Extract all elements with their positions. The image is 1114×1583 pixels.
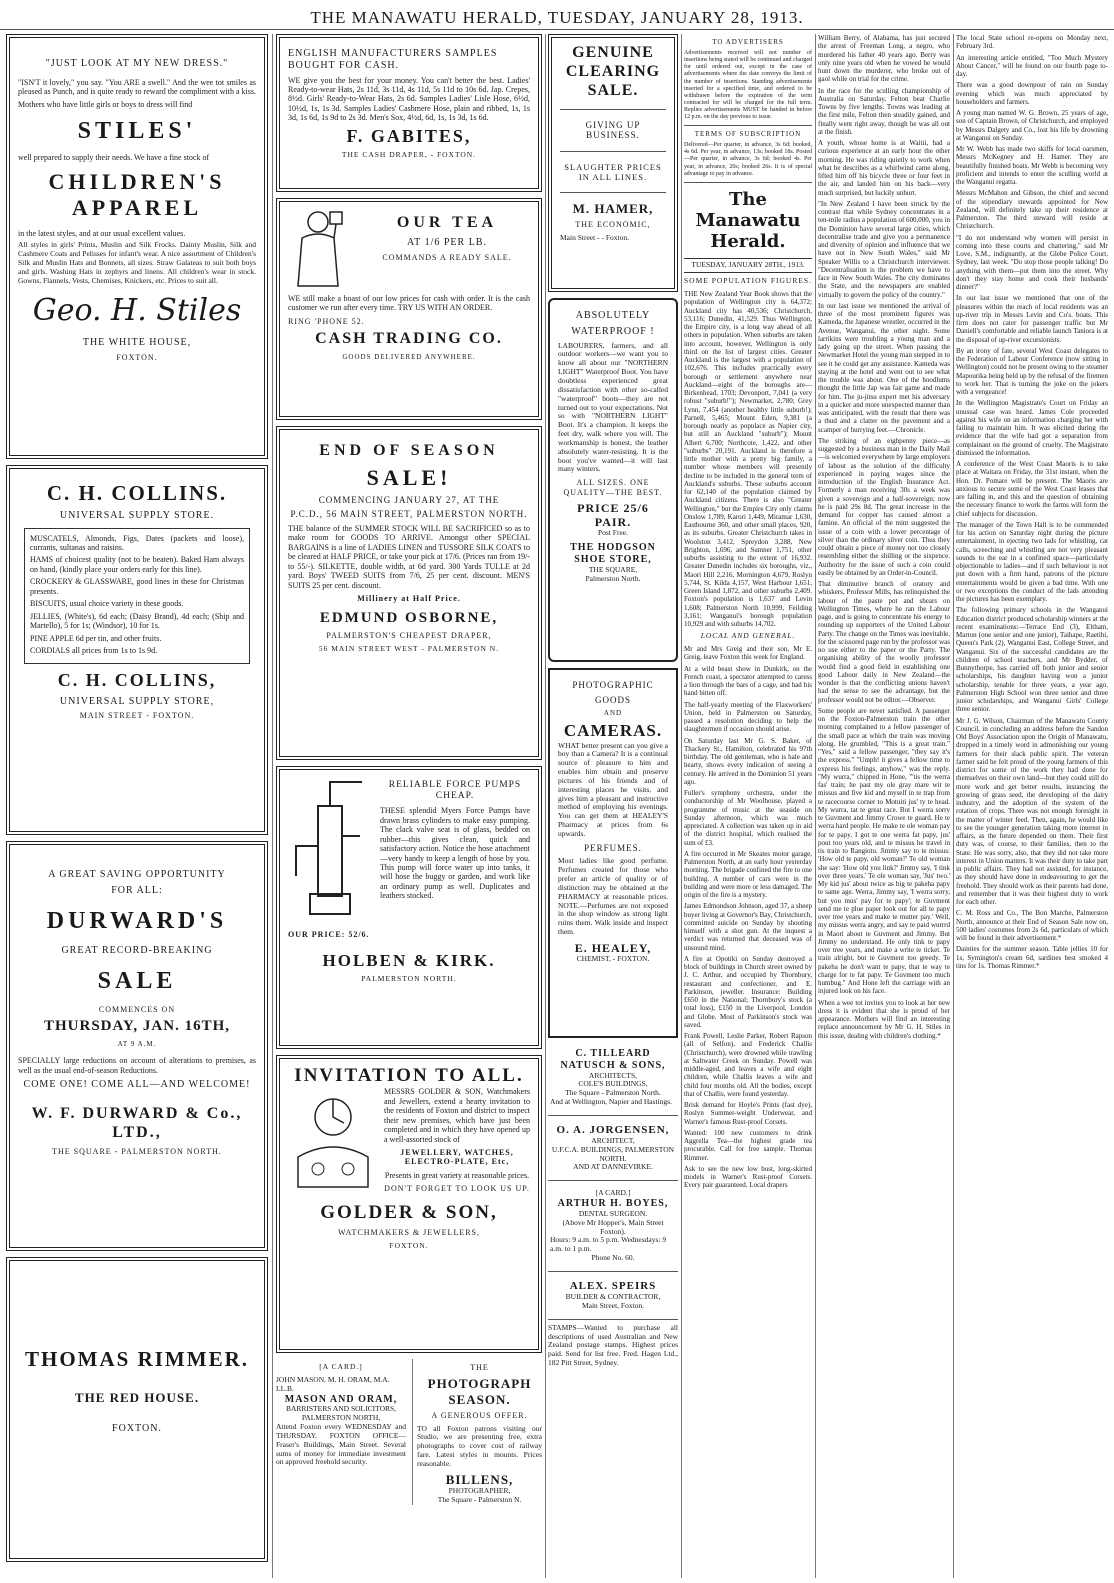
stiles-name: STILES' [77, 118, 197, 145]
news-item: A fire occurred in Mr Skeates motor garage, Palmerston North, at an early hour yesterday morning. The brigade confined the fire to one building. A number of cars were in the building and were more or less damaged. The origin of the fire is a mystery. [684, 849, 812, 900]
durward-line-1: A GREAT SAVING OPPORTUNITY [48, 869, 226, 880]
news-item: In the race for the sculling championship of Australia on Saturday, Felton beat Charlie Towns by five lengths. Towns was leading at the first mile, Felton then steadily gained, and finally went right away, though he was all out at the finish. [818, 86, 950, 136]
osborne-sub: PALMERSTON'S CHEAPEST DRAPER, [326, 631, 492, 641]
durward-time: AT 9 A.M. [117, 1040, 157, 1049]
holben-kirk-advertisement [276, 766, 542, 1049]
news-item: Frank Powell, Leslie Parker, Robert Rapson (all of Selfon), and Frederick Challis (Christchurch), were drowned while trawling at Saltwater Creek on Sunday. Powell was middle-aged, and leaves a wife and eight children, while Challis leaves a wife and child four months old. All the bodies, except that of Challis, were found yesterday. [684, 1032, 812, 1098]
osborne-title: END OF SEASON [319, 442, 499, 459]
boyes-advertisement [548, 1185, 678, 1267]
stiles-town: FOXTON. [116, 352, 158, 362]
osborne-address: 56 MAIN STREET WEST - PALMERSTON N. [318, 643, 500, 653]
hamer-advertisement [548, 34, 678, 292]
collins-name-2: C. H. COLLINS, [57, 670, 217, 691]
cash-trading-name: CASH TRADING CO. [315, 330, 503, 348]
healey-title-2: GOODS [594, 694, 631, 705]
hodgson-title-2: WATERPROOF ! [571, 325, 655, 337]
column-2 [276, 34, 542, 1578]
speirs-name: ALEX. SPEIRS [569, 1280, 657, 1293]
hodgson-post: Post Free. [598, 528, 628, 538]
news-item: "I do not understand why women will persist in coming into these courts and chattering," said Mr Love, S.M., indignantly, at the Glebe Police Court, Sydney, last week. "Do stop those people talking! Do anything with them—put them into the street. Why don't they stay home and cook their husbands' dinner?" [956, 233, 1108, 291]
hodgson-title-1: ABSOLUTELY [575, 310, 651, 321]
tea-price: AT 1/6 PER LB. [407, 236, 487, 248]
hamer-giving: GIVING UP BUSINESS. [585, 119, 641, 141]
population-article: THE New Zealand Year Book shows that the population of Wellington city is 64,372; Auckland city has 40,536; Christchurch, 53,116; Dunedin, 41,529. Thus Wellington, the Empire city, is a long way ahead of all others in population. When suburbs are taken into account, however, Wellington is only third on the list of largest cities. Greater Auckland is the largest with a population of 102,676. This includes practically every borough or settlement anywhere near Auckland—eight of the boroughs are—Birkenhead, 1703; Devonport, 7,041 (a very robust "suburb!"); Newmarket, 2,780; Grey Lynn, 7,454 (another healthy little suburb!); Parnell, 5,465; Mount Eden, 9,381 (a borough nearly as populace as Napier city, but still an Auckland "suburb"); Mount Albert 6,700; Northcote, 1,422, and other "suburbs" 20,191. Auckland is therefore a little mother with a pretty big family, a number whose members will presently decline to be included in the general term of Auckland's suburbs. These suburbs account for 62,140 of the population claimed by Auckland citizens. There is also "Greater Wellington," but the Empire City only claims Onslow 1,789, Karori 1,449, Miramar 1,630, Eastbourne 360, and other small places, 920, as its suburbs. Greater Christchurch takes in Woolston 3,412, Spreydon 3,288, New Brighton, 1,696, and Sumner 1,751, other suburbs assisting to the extent of 16,932. Greater Dunedin includes six boroughs, viz., Maori Hill 2,216, Mornington 4,679, Roslyn 5,744, St. Kilda 4,157, West Harbour 1,651, Green Island 1,872, and other suburbs 2,409. Foxton's population is 1,637 and Levin 1,608; Palmerston North 10,999, Feilding 3,161; Wanganui's borough population 10,929 and with suburbs 14,702. [684, 290, 812, 629]
holben-name: HOLBEN & KIRK. [322, 951, 496, 971]
news-item: A youth, whose home is at Waitii, had a curious experience at an early hour the other morning. He was riding quietly to work when what he describes as a whirlwind came along, lifted him off his bicycle three or four feet in the air, and landed him on his back—very much surprised, but luckily unhurt. [818, 139, 950, 197]
collins-item: CROCKERY & GLASSWARE, good lines in these for Christmas presents. [30, 577, 244, 596]
billens-title: PHOTOGRAPH SEASON. [427, 1376, 532, 1407]
news-item: Mr J. G. Wilson, Chairman of the Manawatu County Council, in concluding an address before the Sandon Old Boys' Association upon the Origin of Manawatu, dropped in a timely word in admonishing our young farmers for their slack public spirit. The veteran farmer said he felt proud of the young farmers of this district for some of the work they had done for themselves on their own land—but they could still do more work and get better results, instancing the growing of grass seed, the developing of the dairy industry, and the adoption of the system of the rotation of crops. There was not enough foresight in the matter of winter feed. Then, again, he would like to see the younger generation taking more interest in affairs, as the future depended on them. Their first duty was, of course, to their families, then to the State. He was sorry, also, that they did not take more interest in Union matters. It was their duty to take part in public affairs. They had not assisted, for instance, as they should have done in endeavouring to get the freehold. They should work as their parents had done, and remember that it was their highest duty to work for each other. [956, 716, 1108, 906]
column-rule [953, 34, 954, 1578]
news-item: In the Wellington Magistrate's Court on Friday an unusual case was heard. James Cole proceeded against his wife on an information charging her with failing to maintain him. It was elicited during the evidence that the wife had got a separation from complainant on the ground of cruelty. The Magistrate dismissed the information. [956, 399, 1108, 457]
local-general-heading: LOCAL AND GENERAL. [700, 631, 796, 641]
population-heading: SOME POPULATION FIGURES. [684, 276, 812, 286]
healey-title-3: CAMERAS. [563, 721, 663, 741]
man-drinking-tea-icon [288, 208, 358, 288]
gabites-name: F. GABITES, [346, 125, 472, 146]
golder-dont: DON'T FORGET TO LOOK US UP. [384, 1184, 530, 1194]
stiles-title-1: CHILDREN'S [48, 168, 226, 194]
cash-trading-sub: GOODS DELIVERED ANYWHERE. [342, 353, 476, 362]
healey-and: AND [603, 709, 623, 718]
news-item: Fuller's symphony orchestra, under the conductorship of Mr Woolhouse, played a programme of music at the seaside on Sunday afternoon, which was much appreciated. A collection was taken up in aid of the district hospital, which realised the sum of £3. [684, 789, 812, 847]
news-item: In our last issue we mentioned that one of the pleasures within the reach of local residents was an up-river trip in Messrs Levin and Co's. boats. This firm does not cater for passenger traffic but Mr Daniell's comfortable and reliable launch Taniora is at the disposal of up-river excursionists. [956, 294, 1108, 344]
stiles-advertisement [6, 34, 268, 459]
news-item: A conference of the West Coast Maoris is to take place at Waitara on Friday, the 31st instant, when the Hon. Dr. Pomare will be present. The Maoris are anxious to secure some of the West Coast leases that are falling in, and this and the question of obtaining the necessary finance to work the farms will form the chief subjects for discussion. [956, 460, 1108, 518]
collins-address: MAIN STREET - FOXTON. [79, 711, 195, 721]
healey-name: E. HEALEY, [574, 941, 652, 955]
news-item: William Berry, of Alabama, has just secured the arrest of Freeman Long, a negro, who murdered his father 40 years ago. Berry was only nine years old when he vowed he would hunt down the murderer, who broke out of gaol while on trial for the crime. [818, 34, 950, 84]
hodgson-advertisement [548, 298, 678, 662]
news-item: In our last issue we mentioned the arrival of three of the most prominent figures was Kameda, the Japanese wrestler, occurred in the Avenue, Wanganui, the other night. Some larrikins were troubling a young man and a lady going up the street. When passing the Newmarket Hotel the young man stepped in to see it he could get any assistance. Kameda was staying at the hotel and went out to see what the trouble was about. One of the hoodlums thought the little Jap was fair game and made for him. The ju-jitsu expert met his adversary in a quicker and more unexpected manner than was anticipated, with the result that there was a thud and a clatter on the pavement and a scamper of hurrying feet.—Chronicle. [818, 301, 950, 434]
jorgensen-building: U.F.C.A. BUILDINGS, PALMERSTON NORTH. [551, 1144, 675, 1163]
column-rule [681, 34, 682, 1578]
durward-date: THURSDAY, JAN. 16TH, [43, 1018, 230, 1035]
bottom-ads-row [276, 1359, 542, 1505]
speirs-address: Main Street, Foxton. [581, 1300, 645, 1310]
jorgensen-also: AND AT DANNEVIRKE. [573, 1162, 653, 1172]
jewellery-display-icon [288, 1087, 378, 1197]
golder-advertisement [276, 1055, 542, 1353]
collins-item: HAMS of choicest quality (not to be beaten). Baked Ham always on hand, (kindly place your orders early for this line). [30, 555, 244, 574]
golder-sub: WATCHMAKERS & JEWELLERS, [338, 1228, 480, 1238]
speirs-sub: BUILDER & CONTRACTOR, [565, 1291, 661, 1301]
hamer-sub: THE ECONOMIC, [575, 220, 651, 230]
herald-date: TUESDAY, JANUARY 28TH., 1913. [684, 258, 812, 273]
news-item: Messrs McMahon and Gibson, the chief and second of the stipendiary stewards appointed for New Zealand, will definitely take up their residence at Palmerston. The third steward will reside at Christchurch. [956, 189, 1108, 231]
news-item: That diminutive branch of oratory and whiskers, Professor Mills, has relinquished the labour of the paste pot and shears on Wellington Times, where he ran the Labour page, and is going to concentrate his energy to rounding up supporters of the United Labour Party. The change on the Times was inevitable, for the scissored page run by the professor was no use either to the paper or the Party. The organising ability of the woolly professor would find a good field in establishing one good Labour daily in New Zealand—the wonder is that the conflicting unions haven't had the sense to see the advantage, but the professor would not be editor.—Observer. [818, 580, 950, 704]
boyes-hours: Hours: 9 a.m. to 5 p.m. Wednesdays: 9 a.m. to 1 p.m. [550, 1235, 667, 1254]
healey-perfumes: PERFUMES. [584, 842, 642, 853]
tea-title: OUR TEA [396, 214, 498, 231]
osborne-commencing: COMMENCING JANUARY 27, AT THE [318, 494, 500, 505]
healey-sub: CHEMIST, - FOXTON. [576, 954, 650, 964]
hodgson-square: THE SQUARE, [588, 564, 638, 574]
news-item: The local State school re-opens on Monday next, February 3rd. [956, 34, 1108, 51]
durward-firm: W. F. DURWARD & Co., LTD., [31, 1105, 243, 1141]
osborne-pcd: P.C.D., 56 MAIN STREET, PALMERSTON NORTH. [290, 509, 528, 520]
newspaper-masthead: THE MANAWATU HERALD, TUESDAY, JANUARY 28, 1913. [0, 8, 1114, 30]
tea-tag: COMMANDS A READY SALE. [382, 252, 512, 262]
golder-body-2: Presents in great variety at reasonable prices. [384, 1170, 530, 1180]
durward-line-3: GREAT RECORD-BREAKING [61, 944, 213, 956]
mason-body: Attend Foxton every WEDNESDAY and THURSDAY. FOXTON OFFICE—Fraser's Buildings, Main Street. Several sums of money for immediate investment on approved freehold security. [276, 1422, 406, 1467]
golder-name: GOLDER & SON, [320, 1201, 498, 1223]
gabites-heading: ENGLISH MANUFACTURERS SAMPLES BOUGHT FOR CASH. [288, 48, 498, 71]
collins-sub-2: UNIVERSAL SUPPLY STORE, [59, 695, 215, 707]
rimmer-town: FOXTON. [112, 1423, 162, 1435]
mason-firm: MASON AND ORAM, [284, 1393, 398, 1405]
rimmer-name: THOMAS RIMMER. [25, 1347, 249, 1371]
stiles-house: THE WHITE HOUSE, [82, 336, 192, 348]
news-item: There was a good downpour of rain on Sunday evening which was much appreciated by householders and farmers. [956, 81, 1108, 106]
hodgson-body: LABOURERS, farmers, and all outdoor workers—we want you to know all about our "NORTHERN LIGHT" Waterproof Boot. You have doubtless experienced great dissatisfaction with other so-called "waterproof" boots—they are not turned out to your expectations. Not so with "NORTHERN LIGHT" Boot. It's a champion. It keeps the feet dry, walk where you will. The workmanship is honest, the leather absolutely water-resisting. It is the boot you've wanted—it will last many winters. [558, 340, 668, 474]
hodgson-town: Palmerston North. [585, 573, 641, 583]
news-item: When a wee tot invites you to look at her new dress it is evident that she is proud of her appearance. Mothers will find an interesting replace announcement by Mr G. H. Stiles in this issue, dealing with children's clothing.* [818, 998, 950, 1040]
news-item: The half-yearly meeting of the Flaxworkers' Union, held in Palmerston on Saturday, passed a resolution deciding to help the slaughtermen if occasion should arise. [684, 700, 812, 734]
collins-items [24, 528, 250, 665]
billens-name: BILLENS, [445, 1471, 514, 1487]
mason-card: [A CARD.] [319, 1362, 363, 1371]
hodgson-price: PRICE 25/6 PAIR. [577, 501, 649, 530]
news-item: At a wild beast show in Dunkirk, on the French coast, a spectator attempted to caress a lion through the bars of a cage, and had his hand bitten off. [684, 664, 812, 698]
holben-title: RELIABLE FORCE PUMPS CHEAP. [388, 780, 522, 802]
column-4 [684, 34, 812, 1578]
column-rule [545, 34, 546, 1578]
rimmer-house: THE RED HOUSE. [74, 1389, 200, 1405]
hamer-slaughter: SLAUGHTER PRICES IN ALL LINES. [564, 161, 662, 182]
durward-address: THE SQUARE - PALMERSTON NORTH. [52, 1146, 222, 1156]
stiles-signature: Geo. H. Stiles [32, 293, 242, 329]
durward-commences: COMMENCES ON [98, 1005, 176, 1015]
collins-item: JELLIES, (White's), 6d each; (Daisy Brand), 4d each; (Ship and Martello), 5 for 1s; (Windsor), 10 for 1s. [30, 611, 244, 631]
durward-name: DURWARD'S [46, 907, 228, 934]
stiles-body-2: Mothers who have little girls or boys to dress will find [18, 99, 193, 109]
column-1 [6, 34, 268, 1578]
boyes-phone: Phone No. 60. [591, 1253, 635, 1263]
news-item: A fire at Opotiki on Sunday destroyed a block of buildings in Church street owned by J. C. Arthur, and occupied by Thornbury, restaurant and confectioner, and E. Parkinson, jeweller. Insurance: Building £650 in the National; Thornbury's stock (a total loss), £150 in the Liverpool, London and Globe. Most of Parkinson's stock was saved. [684, 954, 812, 1029]
speirs-advertisement [548, 1276, 678, 1315]
hodgson-name: THE HODGSON SHOE STORE, [570, 542, 656, 566]
osborne-sale: SALE! [366, 464, 452, 490]
news-item: The manager of the Town Hall is to be commended for his action on Saturday night during the picture entertainment, in ejecting two lads for whistling, cat calls, screeching and whistling are not very pleasant sounds to the ear in a confined space—particularly objectionable to ladies—and if such behaviour is not put down with a firm hand, patrons of the picture entertainments would be given a bad time. With one or two exceptions the conduct of the lads attending the pictures has been exemplary. [956, 520, 1108, 603]
boyes-address: (Above Mr Hopper's, Main Street Foxton). [562, 1217, 664, 1236]
billens-address: The Square - Palmerston N. [437, 1494, 522, 1504]
gabites-body: WE give you the best for your money. You can't better the best. Ladies' Ready-to-wear Hats, 2s 11d, 3s 11d, 4s 11d, 5s 11d to 10s 6d. Jap. Crepes, 8½d. Girls' Ready-to-Wear Hats, 2s 6d. Samples Ladies' Lisle Hose, 6½d, 10½d, 1s, 1s 3d. Samples Ladies' Cashmere Hose, plain and ribbed, 1s, 1s 3d, 1s 6d, 1s 9d to 2s 3d. Men's Sox, 4½d, 6d, 1s, 1s 3d, 1s 6d. [288, 75, 530, 123]
column-rule [272, 34, 273, 1578]
healey-advertisement [548, 668, 678, 1038]
boyes-card: [A CARD.] [595, 1188, 631, 1198]
column-3 [548, 34, 678, 1578]
jorgensen-advertisement [548, 1120, 678, 1176]
golder-body: MESSRS GOLDER & SON, Watchmakers and Jewellers, extend a hearty invitation to the residents of Foxton and district to inspect their new premises, which have just been completed and in which they have opened up a well-assorted stock of [384, 1087, 530, 1144]
rimmer-advertisement [6, 1257, 268, 1562]
holben-address: PALMERSTON NORTH. [361, 974, 457, 984]
news-item: Mr and Mrs Greig and their son, Mr E. Greig, leave Foxton this week for England. [684, 645, 812, 662]
news-item: Mr W. Webb has made two skiffs for local oarsmen, Messrs McKegney and H. Hamer. They are beautifully finished boats. Mr Webb is becoming very proficient and intends to enter the sculling world at the Wanganui regatta. [956, 145, 1108, 186]
cash-trading-phone: RING 'PHONE 52. [288, 316, 365, 326]
mason-names: JOHN MASON. M. H. ORAM, M.A. LL.B. [276, 1374, 390, 1393]
golder-title: INVITATION TO ALL. [294, 1065, 524, 1086]
news-item: Brisk demand for Hoyle's Prints (fast dye), Roslyn Summer-weight Underwear, and Warner's famous Rust-proof Corsets. [684, 1101, 812, 1126]
hamer-address: Main Street - - Foxton. [560, 232, 629, 242]
collins-item: CORDIALS all prices from 1s to 1s 9d. [30, 645, 158, 655]
hamer-name: M. HAMER, [572, 200, 654, 216]
tilleard-address: The Square - Palmerston North. [565, 1088, 661, 1098]
column-6 [956, 34, 1108, 1578]
boyes-sub: DENTAL SURGEON. [578, 1208, 648, 1218]
tilleard-building: COLE'S BUILDINGS, [578, 1079, 648, 1089]
durward-advertisement [6, 841, 268, 1251]
osborne-millinery: Millinery at Half Price. [357, 594, 461, 604]
stamps-notice: STAMPS—Wanted to purchase all descriptions of used Australian and New Zealand postage stamps. Highest prices paid. Send for list free. Fred. Hagen Ltd., 182 Pitt Street, Sydney. [548, 1322, 678, 1368]
golder-goods: JEWELLERY, WATCHES, ELECTRO-PLATE, Etc, [400, 1148, 514, 1167]
column-rule [815, 34, 816, 1578]
billens-sub-2: PHOTOGRAPHER, [448, 1486, 511, 1496]
collins-advertisement [6, 465, 268, 835]
news-item: A young man named W. G. Brown, 25 years of age, son of Captain Brown, of Christchurch, and employed by Messrs Dalgety and Co., lost his life by drowning at Wanganui on Sunday. [956, 109, 1108, 142]
healey-title-1: PHOTOGRAPHIC [572, 680, 654, 690]
mason-oram-advertisement [276, 1359, 406, 1505]
durward-come: COME ONE! COME ALL—AND WELCOME! [23, 1079, 251, 1091]
durward-sale: SALE [97, 967, 177, 994]
force-pump-icon [288, 776, 374, 926]
hamer-title-1: GENUINE [572, 44, 654, 61]
news-item: The striking of an eighpenny piece—as suggested by a business man in the Daily Mail—is welcomed everywhere by large employers of labour as the solution of the difficulty experienced in paying wages since the introduction of the English Insurance Act. Formerly a man receiving 30s a week was given a sovereign and a half-sovereign; now he is paid 29s 8d. The great increase in the demand for copper has caused almost a famine. An official of the mint suggested the issue of a coin with a lower percentage of silver than the ordinary silver coin. Thus they could obtain a piece of money not too closely resembling either the shilling or the sixpence. Authority for the issue of such a coin could easily be obtained by an Order-in-Council. [818, 436, 950, 577]
holben-body: THESE splendid Myers Force Pumps have drawn brass cylinders to make easy pumping. The clack valve seat is of glass, bedded on rubber—this gives clean, quick and satisfactory action. Notice the hose attachment—very handy to keep a length of hose by you. This pump will force water up into tanks, it will hose the buggy or garden, and work like an ordinary pump as well. Duplicates and leathers stocked. [380, 806, 530, 901]
billens-the: THE [470, 1363, 489, 1372]
jorgensen-sub: ARCHITECT, [591, 1135, 635, 1145]
collins-item: MUSCATELS, Almonds, Figs, Dates (packets and loose), currants, sultanas and raisins. [30, 533, 244, 552]
cash-trading-advertisement [276, 198, 542, 420]
news-item: On Saturday last Mr G. S. Baker, of Thackery St., Hamilton, celebrated his 97th birthday. The old gentleman, who is hale and hearty, shows every indication of seeing a century. He arrived in the Dominion 51 years ago. [684, 736, 812, 786]
gabites-address: THE CASH DRAPER, - FOXTON. [341, 150, 477, 160]
news-item: Wanted: 100 new customers to drink Aggrella Tea—the highest grade tea procurable. Call for free sample. Thomas Rimmer. [684, 1128, 812, 1162]
tilleard-sub: ARCHITECTS, [588, 1070, 638, 1080]
holben-price: OUR PRICE: 52/6. [288, 930, 370, 939]
boyes-name: ARTHUR H. BOYES, [557, 1198, 669, 1210]
osborne-body: THE balance of the SUMMER STOCK WILL BE SACRIFICED so as to make room for GOODS TO ARRIVE. Amongst other SPECIAL BARGAINS is a line of LADIES LINEN and TUSSORE SILK COATS to be cleared at HALF PRICE, or take your pick at 17/6. (Prices ran from 19/- to 55/-). SILKETTE, double width, at 6d yard. 300 Yards TULLE at 2d yard. Boys' TWEED SUITS from 7/6, 25 per cent. discount. MEN'S SUITS 25 per cent. discount. [288, 524, 530, 590]
mason-sub: BARRISTERS AND SOLICITORS, PALMERSTON NORTH, [285, 1404, 397, 1423]
collins-name: C. H. COLLINS. [46, 481, 228, 505]
billens-advertisement [412, 1359, 542, 1505]
durward-line-2: FOR ALL: [111, 884, 163, 896]
durward-body: SPECIALLY large reductions on account of alterations to premises, as well as the usual end-of-season Reductions. [18, 1056, 256, 1075]
hamer-title-3: SALE. [587, 81, 639, 99]
news-item: C. M. Ross and Co., The Bon Marche, Palmerston North, announce at their End of Season Sale now on, 500 ladies' costumes from 2s 6d, particulars of which will be found in their advertisement.* [956, 909, 1108, 942]
collins-item: PINE APPLE 6d per tin, and other fruits. [30, 633, 162, 643]
tilleard-advertisement [548, 1044, 678, 1111]
healey-body-2: Most ladies like good perfume. Perfumes created for those who prefer an article of quality or of distinction may be obtained at the PHARMACY at reasonable prices. NOTE.—Perfumes are not exposed in the shop window as strong light ruins them. Walk inside and inspect them. [558, 856, 668, 937]
hamer-title-2: CLEARING [565, 62, 661, 80]
osborne-name: EDMUND OSBORNE, [319, 609, 499, 626]
billens-sub: A GENEROUS OFFER. [431, 1411, 528, 1421]
jorgensen-name: O. A. JORGENSEN, [556, 1123, 670, 1136]
advertisers-heading: TO ADVERTISERS [712, 38, 784, 46]
tilleard-also: And at Wellington, Napier and Hastings. [550, 1097, 672, 1107]
stiles-body-3: well prepared to supply their needs. We have a fine stock of [18, 153, 210, 163]
news-item: Dainties for the summer season. Table jellies 10 for 1s, Symington's cream 6d, sardines best smoked 4 tins for 1s. Thomas Rimmer.* [956, 945, 1108, 970]
stiles-title-2: APPAREL [71, 194, 203, 220]
stiles-body-4: in the latest styles, and at our usual excellent values. [18, 228, 186, 238]
news-item: James Edmondson Johnson, aged 37, a sheep buyer living at Governor's Bay, Christchurch, committed suicide on Sunday by shooting himself with a shot gun. At the inquest a verdict was returned that deceased was of unsound mind. [684, 902, 812, 952]
news-item: Some people are never satisfied. A passenger on the Foxton-Palmerston train the other morning complained to a fellow passenger of the small pace at which the train was moving along. He grumbled, "This is a great train." "Yes," said a fellow passenger, "they say it's the express." "Umph! it gives a fellow time to express his feelings, anyhow," was the reply. "My wurra," chipped in Hone, "'tis the werra fas' train; he past my ole gray mare wit te missus and five kid and myself in te trap from te racecourse corner to Motuiti jus' ty te head. My wurra, tat te great race. But I werra sorry te Guvment and Jimmy Crowe te guard. He te werra hard people. He make te ole woman pay for te papy. I got te one werra fat papy, jus' pout too years old, and te missus he travel in tis train to Rangiotu. Jimmy say to te missus: 'How old te papy, old woman?' Te old woman she say: 'How old you link?' Jimmy say, 'I tink over three years.' Te ole woman say, 'Jus' two.' My kid jus' about twice as big te pakeha papy te same age. Werra, Jimmy say, 'I werra sorry, but you mus' pay for te papy'; te Guvment send me te plue paper look out for all te papy over tree years and make te mutter pay.' Well, my missus werra angry, and say te paid wurrrd in Maori about te Guvment and Jimmy. But Jimmy no understand. He only tink te papy over tree years, and make a write te ticket. Te train alright, but te Guvment too greedy. Te pakeha he don't want te papy, that te way te charge for te fat papy. Te Guvment too much humbug." And Hone left the carriage with an injured look on his face. [818, 706, 950, 996]
advertisers-body: Advertisements received will not number of insertions being stated will be continued and charged for until ordered out, except in the case of advertisements where the date conveys the limit of the number of insertions. Standing advertisements inserted for a specified time, and ordered to be withdrawn before the expiration of the term contracted for will be charged for the full term. Replies advertisements MUST be handed in before 12 p.m. on the day previous to issue. [684, 50, 812, 120]
column-5 [818, 34, 950, 1578]
news-item: The following primary schools in the Wanganui Education district produced scholarship winners at the recent examinations:—Terrace End (3), Eltham, Marton (one senior and one junior), Taihape, Raetihi, Queen's Park (2), Wanganui East, College Street, and Wanganui. Six of the successful candidates are the children of school teachers, and Mr Bydder, of Bunnythorpe, has carried off both junior and senior scholarships, his daughter having won a junior scholarship, tenable for three years, a year ago. Palmerston High School won three senior and three junior scholarships, and Wanganui Girls' College three senior. [956, 606, 1108, 714]
billens-body: TO all Foxton patrons visiting our Studio, we are presenting free, extra photographs to cover cost of railway fare. Latest styles in mounts. Prices reasonable. [417, 1423, 542, 1468]
news-item: "In New Zealand I have been struck by the contrast that while Sydney concentrates in a ten-mile radius a population of 600,000, you in the Dominion have several large cities, which decentralise trade and give you a permanence and diversity of opinion and influence that we have not in New South Wales," said Mr Speaker Willis to a Christchurch interviewer. "Decentralisation is the problem we have to face in New South Wales. The city dominates the State, and the newspapers are enabled virtually to govern the policy of the country." [818, 199, 950, 299]
collins-item: BISCUITS, usual choice variety in these goods. [30, 599, 184, 609]
healey-body: WHAT better present can you give a boy than a Camera? It is a continual source of pleasure to him and enables him obtain and preserve pictures of his friends and of interesting places he visits, and gives him a pleasant and instructive method of employing his evenings. You can get them at HEALEY'S Pharmacy at prices from 6s upwards. [558, 740, 668, 838]
subscription-heading: TERMS OF SUBSCRIPTION [694, 130, 802, 139]
stiles-body-1: "ISN'T it lovely," you say. "You ARE a swell." And the wee tot smiles as pleased as Punch, and is quite ready to reward the compliment with a kiss. [18, 77, 256, 97]
stiles-quote: "JUST LOOK AT MY NEW DRESS." [45, 58, 229, 69]
osborne-advertisement [276, 426, 542, 760]
news-item: Ask to see the new low bust, long-skirted models in Warner's Rust-proof Corsets. Every pair guaranteed. Local drapers [684, 1164, 812, 1190]
collins-sub: UNIVERSAL SUPPLY STORE. [59, 509, 215, 521]
subscription-body: Delivered—Per quarter, in advance, 3s 6d; booked, 4s 6d. Per year, in advance, 13s; booked 18s. Posted—Per quarter, in advance, 3s 6d; booked 4s. Per year, in advance, 20s; booked 26s. It is of special advantage to pay in advance. [684, 142, 812, 177]
news-item: By an irony of fate, several West Coast delegates to the Federation of Labour Conference (now sitting in Wellington) could not be present owing to the steamer Mapourika being held up by the refusal of the firemen to work her. That is turning the joke on the jokers with a vengeance! [956, 346, 1108, 396]
tilleard-name: C. TILLEARD NATUSCH & SONS, [560, 1048, 666, 1071]
gabites-advertisement [276, 34, 542, 192]
hodgson-sizes: ALL SIZES. ONE QUALITY—THE BEST. [563, 478, 663, 497]
golder-town: FOXTON. [389, 1240, 429, 1250]
stiles-list: All styles in girls' Prints, Muslin and Silk Frocks. Dainty Muslin, Silk and Cashmere Coats and Pelisses for infant's wear. A nice assortment of Children's Silk and Muslin Hats and Bonnets, all sizes. Straw Galateas to suit both boys and girls. Washing Hats in zephyrs and linens. All children's wear in stock. Gowns, Flannels, Vests, Chemises, Knickers, etc. Prices to suit all. [18, 240, 256, 285]
cash-trading-body: WE still make a boast of our low prices for cash with order. It is the cash customer we run after every time. TRY US WITH AN ORDER. [288, 294, 530, 313]
news-item: An interesting article entitled, "Too Much Mystery About Cancer," will be found on our fourth page to-day. [956, 53, 1108, 78]
herald-title: The Manawatu Herald. [695, 188, 801, 253]
